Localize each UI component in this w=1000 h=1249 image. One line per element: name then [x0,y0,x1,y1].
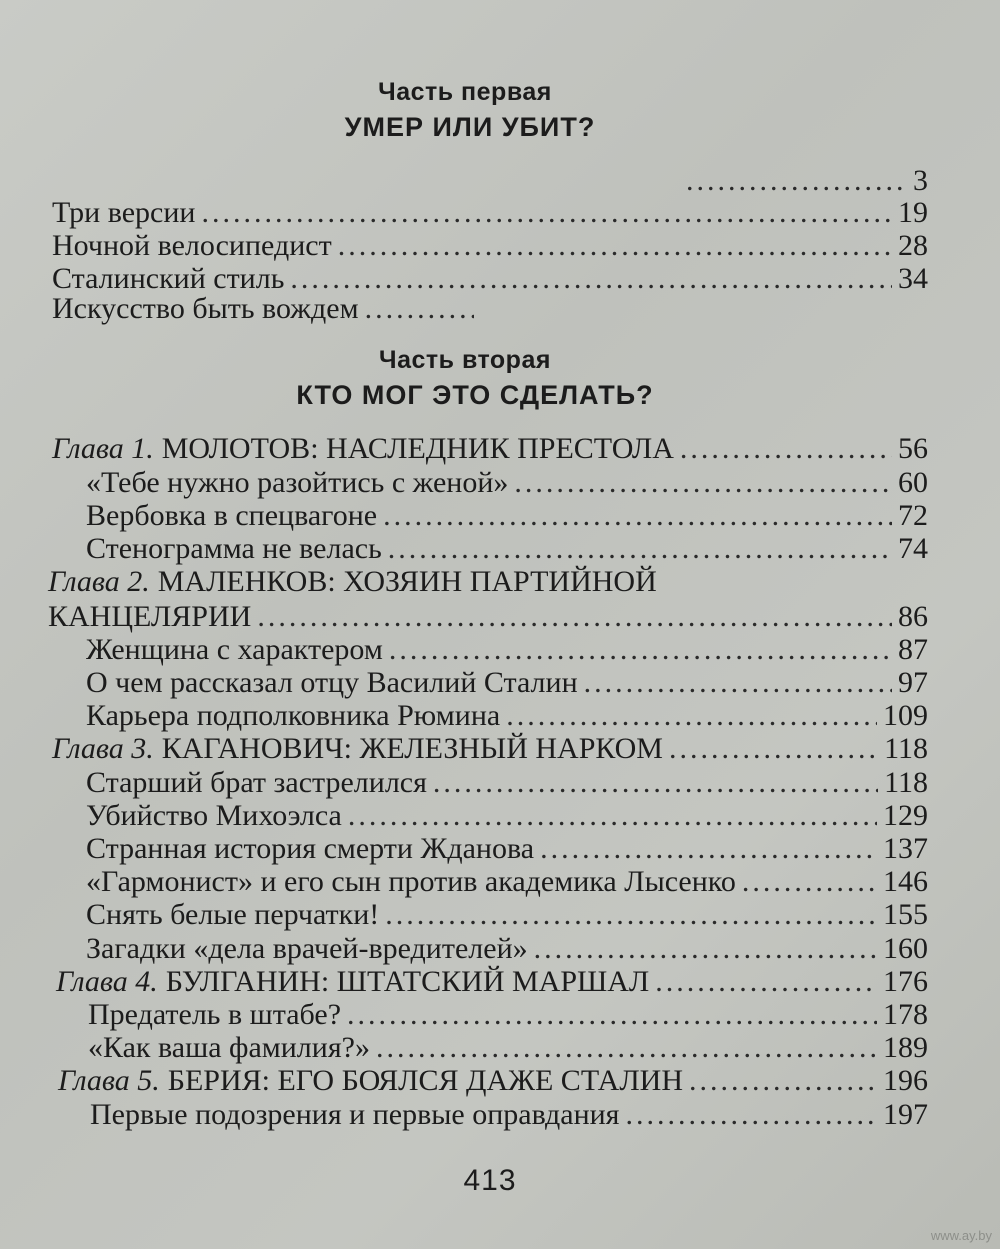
toc-entry: Ночной велосипедист ..... 28 [52,229,928,263]
part-one-title: УМЕР ИЛИ УБИТ? [344,112,596,142]
toc-chapter-entry: Глава 1. МОЛОТОВ: НАСЛЕДНИК ПРЕСТОЛА ..... 56 [52,432,928,466]
toc-entry: Три версии ..... 19 [52,196,928,230]
dot-leader [686,164,907,198]
dot-leader [290,262,892,296]
toc-entry: О чем рассказал отцу Василий Сталин ..... 97 [86,666,928,700]
toc-entry: Искусство быть вождем ..... [52,292,480,326]
toc-entry: «Гармонист» и его сын против академика Лысенко ..... 146 [86,865,928,899]
dot-leader [669,732,878,766]
toc-entry: Снять белые перчатки! ..... 155 [86,898,928,932]
toc-entry: Предатель в штабе? ..... 178 [88,998,928,1032]
dot-leader [348,799,877,833]
dot-leader [376,1031,877,1065]
toc-chapter-entry: Глава 3. КАГАНОВИЧ: ЖЕЛЕЗНЫЙ НАРКОМ ..... 118 [52,732,928,766]
toc-entry: Загадки «дела врачей-вредителей» ..... 160 [86,932,928,966]
toc-chapter-entry: Глава 5. БЕРИЯ: ЕГО БОЯЛСЯ ДАЖЕ СТАЛИН ..... 196 [58,1064,928,1098]
toc-entry: КАНЦЕЛЯРИИ ..... 86 [48,600,928,634]
page-number: 413 [463,1164,517,1197]
part-two-label: Часть вторая [379,346,551,374]
toc-chapter-entry: Глава 4. БУЛГАНИН: ШТАТСКИЙ МАРШАЛ ..... 176 [56,965,928,999]
dot-leader [201,196,892,230]
toc-entry: Женщина с характером ..... 87 [86,633,928,667]
dot-leader [742,865,877,899]
toc-entry: «Как ваша фамилия?» ..... 189 [88,1031,928,1065]
part-two-title: КТО МОГ ЭТО СДЕЛАТЬ? [296,380,654,410]
dot-leader [347,998,877,1032]
dot-leader [689,1064,877,1098]
toc-entry: Сталинский стиль ..... 34 [52,262,928,296]
toc-chapter-entry: Глава 2. МАЛЕНКОВ: ХОЗЯИН ПАРТИЙНОЙ [48,565,657,598]
dot-leader [655,965,877,999]
part-one-label: Часть первая [378,78,552,106]
dot-leader [625,1098,877,1132]
toc-entry: «Тебе нужно разойтись с женой» ..... 60 [86,466,928,500]
toc-entry: Вербовка в спецвагоне ..... 72 [86,499,928,533]
dot-leader [534,932,877,966]
dot-leader [584,666,892,700]
toc-entry: ..... 3 [680,164,928,198]
dot-leader [389,633,892,667]
toc-entry: Странная история смерти Жданова ..... 137 [86,832,928,866]
dot-leader [338,229,892,263]
dot-leader [385,898,877,932]
dot-leader [433,766,878,800]
dot-leader [383,499,892,533]
toc-entry: Карьера подполковника Рюмина ..... 109 [86,699,928,733]
dot-leader [388,532,892,566]
toc-entry: Убийство Михоэлса ..... 129 [86,799,928,833]
toc-entry: Стенограмма не велась ..... 74 [86,532,928,566]
dot-leader [514,466,892,500]
toc-entry: Первые подозрения и первые оправдания ..... 197 [90,1098,928,1132]
toc-entry: Старший брат застрелился ..... 118 [86,766,928,800]
dot-leader [506,699,877,733]
dot-leader [257,600,892,634]
dot-leader [540,832,877,866]
dot-leader [680,432,892,466]
watermark: www.ay.by [930,1228,992,1243]
dot-leader [365,292,474,326]
